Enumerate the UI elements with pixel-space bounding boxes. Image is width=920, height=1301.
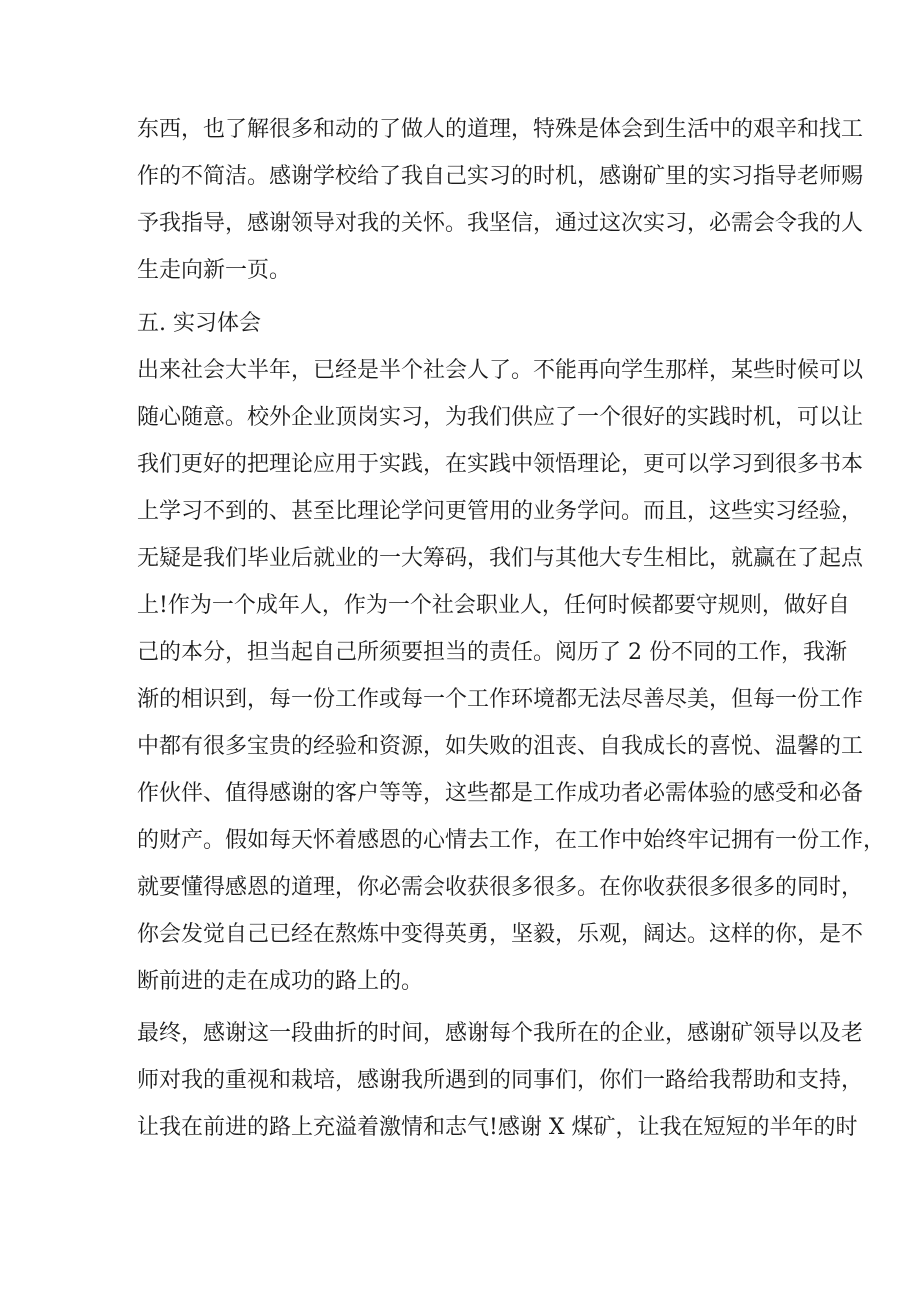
paragraph-2-line-10: 作伙伴、值得感谢的客户等等，这些都是工作成功者必需体验的感受和必备 bbox=[137, 781, 864, 806]
paragraph-2-line-14: 断前进的走在成功的路上的。 bbox=[137, 969, 424, 994]
paragraph-2-line-12: 就要懂得感恩的道理，你必需会收获很多很多。在你收获很多很多的同时， bbox=[137, 875, 864, 900]
paragraph-2-line-6: 上!作为一个成年人，作为一个社会职业人，任何时候都要守规则，做好自 bbox=[137, 593, 850, 618]
paragraph-3-line-3: 让我在前进的路上充溢着激情和志气!感谢 X 煤矿，让我在短短的半年的时 bbox=[137, 1115, 858, 1140]
paragraph-2-line-9: 中都有很多宝贵的经验和资源，如失败的沮丧、自我成长的喜悦、温馨的工 bbox=[137, 734, 864, 759]
paragraph-2-line-4: 上学习不到的、甚至比理论学问更管用的业务学问。而且，这些实习经验， bbox=[137, 499, 864, 524]
paragraph-1-line-2: 作的不简洁。感谢学校给了我自己实习的时机，感谢矿里的实习指导老师赐 bbox=[137, 164, 864, 189]
paragraph-2-line-8: 渐的相识到，每一份工作或每一个工作环境都无法尽善尽美，但每一份工作 bbox=[137, 687, 864, 712]
paragraph-2-line-2: 随心随意。校外企业顶岗实习，为我们供应了一个很好的实践时机，可以让 bbox=[137, 405, 864, 430]
paragraph-1-line-1: 东西，也了解很多和动的了做人的道理，特殊是体会到生活中的艰辛和找工 bbox=[137, 117, 864, 142]
section-heading: 五. 实习体会 bbox=[137, 311, 261, 336]
paragraph-2-line-3: 我们更好的把理论应用于实践，在实践中领悟理论，更可以学习到很多书本 bbox=[137, 452, 864, 477]
paragraph-2-line-13: 你会发觉自己已经在熬炼中变得英勇，坚毅，乐观，阔达。这样的你，是不 bbox=[137, 922, 864, 947]
paragraph-2-line-11: 的财产。假如每天怀着感恩的心情去工作，在工作中始终牢记拥有一份工作， bbox=[137, 828, 886, 853]
paragraph-3-line-2: 师对我的重视和栽培，感谢我所遇到的同事们，你们一路给我帮助和支持， bbox=[137, 1068, 864, 1093]
paragraph-1-line-4: 生走向新一页。 bbox=[137, 258, 292, 283]
paragraph-2-line-5: 无疑是我们毕业后就业的一大筹码，我们与其他大专生相比，就赢在了起点 bbox=[137, 546, 864, 571]
paragraph-2-line-7: 己的本分，担当起自己所须要担当的责任。阅历了 2 份不同的工作，我渐 bbox=[137, 640, 847, 665]
paragraph-3-line-1: 最终，感谢这一段曲折的时间，感谢每个我所在的企业，感谢矿领导以及老 bbox=[137, 1021, 864, 1046]
paragraph-1-line-3: 予我指导，感谢领导对我的关怀。我坚信，通过这次实习，必需会令我的人 bbox=[137, 211, 864, 236]
paragraph-2-line-1: 出来社会大半年，已经是半个社会人了。不能再向学生那样，某些时候可以 bbox=[137, 358, 864, 383]
